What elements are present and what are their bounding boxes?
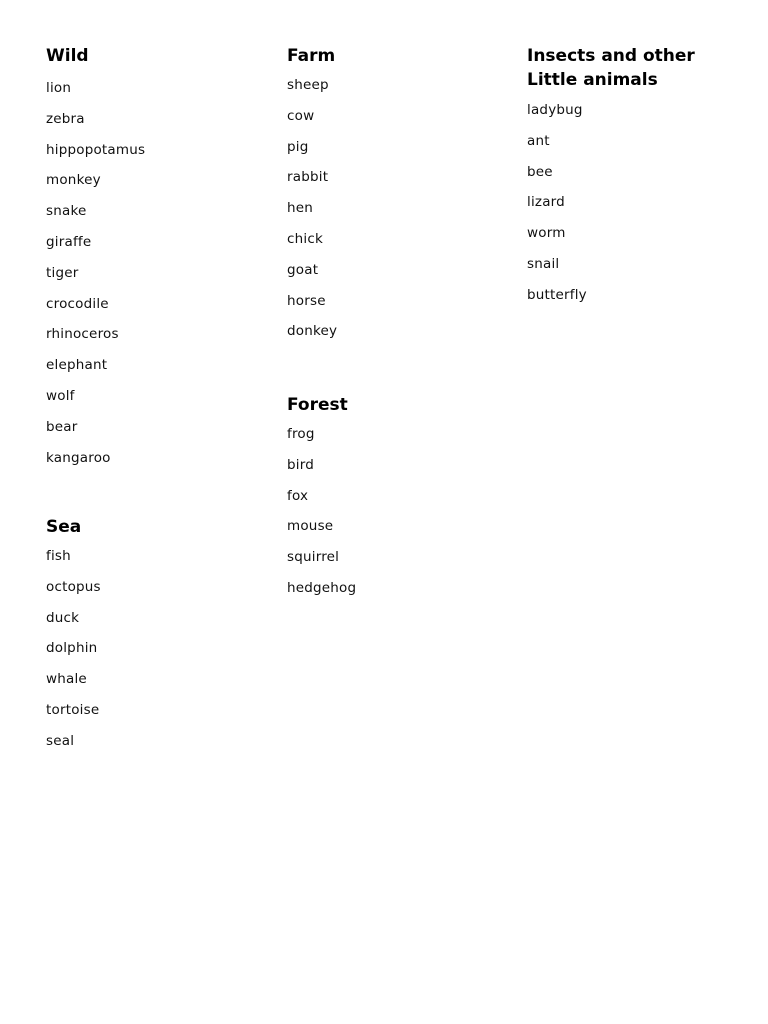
list-item: ladybug: [527, 102, 583, 118]
word-list-forest: [287, 419, 507, 604]
list-item: donkey: [287, 323, 338, 340]
list-item: snail: [527, 255, 560, 272]
list-item: pig: [287, 138, 309, 155]
list-item: cow: [287, 107, 315, 124]
list-item: mouse: [287, 518, 334, 535]
list-item: hippopotamus: [46, 141, 146, 158]
list-item: squirrel: [287, 549, 340, 566]
list-item: ant: [527, 132, 550, 149]
list-item: lion: [46, 80, 72, 96]
list-item: frog: [287, 426, 315, 442]
word-list-insects: [527, 95, 727, 311]
section-farm: [287, 44, 507, 347]
section-heading-insects-line1: Insects and other: [527, 46, 695, 66]
list-item: tiger: [46, 264, 79, 281]
section-heading-insects-line2: Little animals: [527, 70, 658, 90]
section-sea: [46, 515, 266, 757]
list-item: zebra: [46, 110, 85, 127]
section-heading-insects: [527, 44, 727, 92]
word-list-farm: [287, 70, 507, 347]
list-item: butterfly: [527, 286, 587, 303]
word-list-wild: [46, 73, 266, 473]
list-item: duck: [46, 609, 80, 626]
list-item: rabbit: [287, 169, 329, 186]
section-insects: [527, 44, 727, 311]
section-heading-forest: Forest: [287, 395, 348, 415]
list-item: crocodile: [46, 295, 109, 312]
list-item: bird: [287, 456, 315, 473]
list-item: lizard: [527, 194, 565, 211]
list-item: bee: [527, 163, 553, 180]
list-item: hedgehog: [287, 579, 357, 596]
word-list-sea: [46, 541, 266, 757]
list-item: horse: [287, 292, 326, 309]
list-item: goat: [287, 261, 319, 278]
section-wild: [46, 44, 266, 473]
list-item: hen: [287, 200, 314, 217]
list-item: bear: [46, 418, 78, 435]
list-item: octopus: [46, 578, 101, 595]
list-item: seal: [46, 732, 75, 749]
list-item: chick: [287, 230, 323, 247]
list-item: worm: [527, 225, 566, 242]
list-item: tortoise: [46, 701, 100, 718]
list-item: kangaroo: [46, 449, 111, 466]
section-heading-sea: Sea: [46, 517, 82, 537]
list-item: giraffe: [46, 233, 92, 250]
list-item: fish: [46, 548, 71, 564]
list-item: sheep: [287, 77, 329, 93]
list-item: rhinoceros: [46, 326, 119, 343]
section-forest: [287, 393, 507, 604]
list-item: elephant: [46, 357, 108, 374]
list-item: fox: [287, 487, 309, 504]
list-item: dolphin: [46, 640, 98, 657]
list-item: wolf: [46, 387, 75, 404]
list-item: snake: [46, 203, 87, 220]
list-item: whale: [46, 671, 87, 688]
section-heading-wild: Wild: [46, 46, 89, 66]
list-item: monkey: [46, 172, 101, 189]
section-heading-farm: Farm: [287, 46, 336, 66]
